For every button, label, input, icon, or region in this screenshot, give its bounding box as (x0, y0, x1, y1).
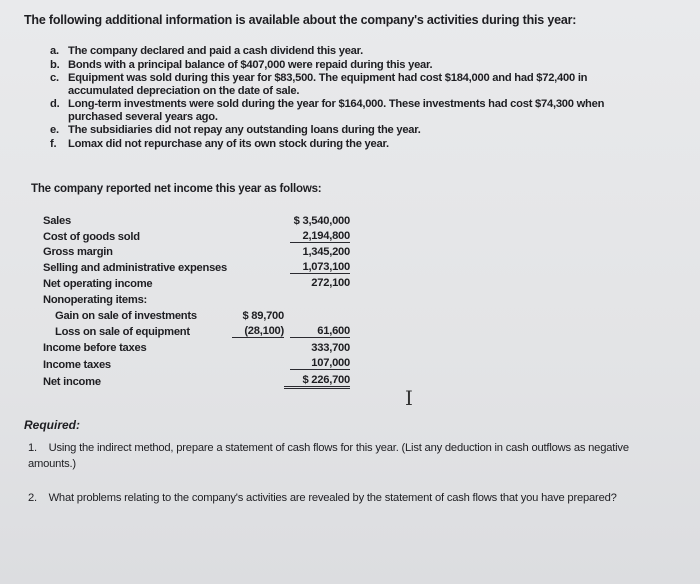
list-item (50, 124, 610, 137)
item-text: Bonds with a principal balance of $407,000 were repaid during this year. (68, 58, 433, 71)
list-item (50, 45, 610, 58)
gain-on-sale-label: Gain on sale of investments (55, 310, 197, 322)
item-label: b. (50, 58, 60, 71)
item-text: The subsidiaries did not repay any outstanding loans during the year. (68, 124, 421, 136)
requirement-1 (28, 440, 678, 472)
loss-on-sale-value: (28,100) (232, 325, 284, 338)
intro-text: The following additional information is available about the company's activities during this year: (24, 13, 577, 27)
loss-on-sale-label: Loss on sale of equipment (55, 326, 190, 338)
item-text: Equipment was sold during this year for $83,500. The equipment had cost $184,000 and had $72,400 in accumulated depreciation on the date of sale. (68, 72, 588, 97)
activity-list (50, 45, 610, 151)
item-text: Lomax did not repurchase any of its own stock during the year. (68, 137, 389, 150)
cogs-label: Cost of goods sold (43, 231, 140, 243)
selling-expenses-label: Selling and administrative expenses (43, 262, 227, 274)
selling-expenses-value: 1,073,100 (290, 261, 350, 274)
sales-label: Sales (43, 215, 71, 227)
item-text: Long-term investments were sold during the year for $164,000. These investments had cost $74,300 when purchased several years ago. (68, 98, 605, 123)
item-label: e. (50, 124, 59, 136)
nonoperating-total-value: 61,600 (290, 325, 350, 338)
required-heading: Required: (24, 418, 81, 432)
item-label: a. (50, 45, 59, 57)
income-taxes-label: Income taxes (43, 359, 111, 371)
income-before-taxes-value: 333,700 (311, 342, 350, 354)
requirement-1-number: 1. (28, 442, 37, 454)
sales-value: $ 3,540,000 (293, 215, 350, 227)
list-item (50, 59, 610, 72)
income-taxes-value: 107,000 (290, 357, 350, 370)
list-item (50, 98, 610, 123)
item-label: d. (50, 98, 60, 110)
requirement-2 (28, 490, 678, 506)
item-label: f. (50, 137, 57, 150)
nonoperating-items-label: Nonoperating items: (43, 294, 148, 306)
gross-margin-label: Gross margin (43, 246, 113, 258)
net-operating-income-value: 272,100 (311, 277, 350, 289)
item-label: c. (50, 72, 59, 84)
income-before-taxes-label: Income before taxes (43, 342, 147, 354)
gross-margin-value: 1,345,200 (302, 246, 350, 258)
item-text: The company declared and paid a cash dividend this year. (68, 45, 363, 57)
text-cursor-icon: I (405, 386, 413, 410)
net-income-label: Net income (43, 376, 101, 388)
income-statement-title: The company reported net income this year as follows: (31, 183, 322, 195)
net-operating-income-label: Net operating income (43, 278, 153, 290)
cogs-value: 2,194,800 (290, 230, 350, 243)
requirement-2-text: What problems relating to the company's activities are revealed by the statement of cash flows that you have prepared? (48, 492, 617, 504)
requirement-1-text: Using the indirect method, prepare a statement of cash flows for this year. (List any deduction in cash outflows as negative amounts.) (28, 442, 629, 470)
list-item (50, 72, 610, 97)
requirement-2-number: 2. (28, 492, 37, 504)
net-income-value: $ 226,700 (284, 374, 350, 389)
list-item (50, 138, 610, 151)
gain-on-sale-value: $ 89,700 (242, 310, 284, 322)
